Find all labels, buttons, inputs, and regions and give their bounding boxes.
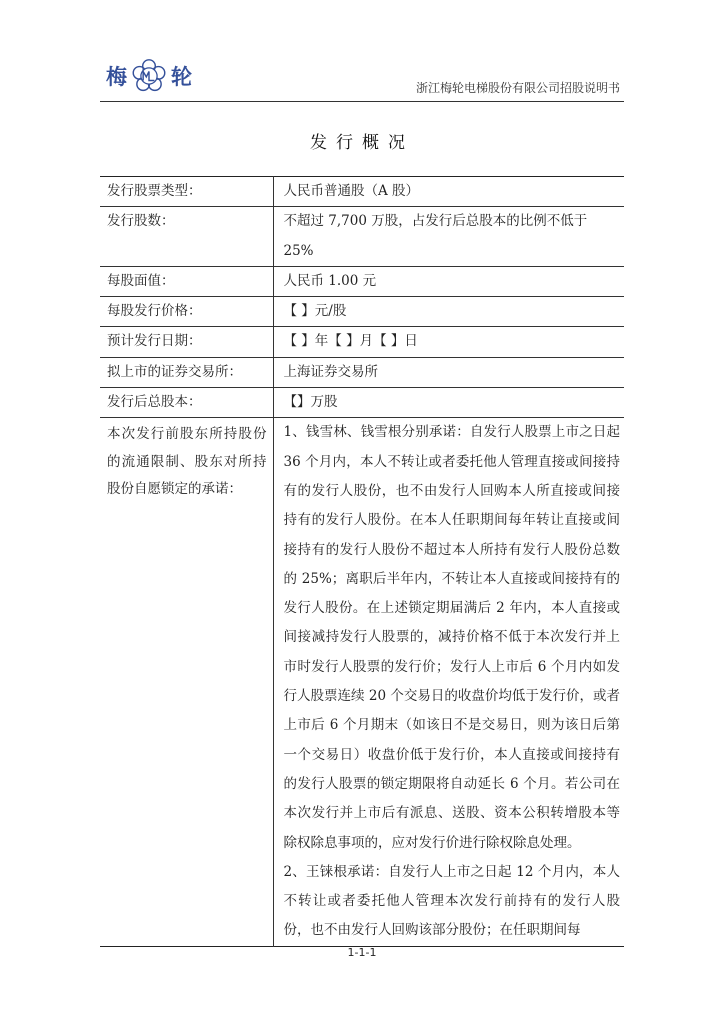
logo-text-left: 梅	[106, 64, 127, 89]
row-value: 不超过 7,700 万股，占发行后总股本的比例不低于 25%	[273, 207, 624, 267]
row-value: 【 】年【 】月【 】日	[273, 327, 624, 357]
page-header	[100, 56, 624, 102]
header-rule	[100, 101, 624, 102]
row-label: 发行股数：	[100, 207, 273, 267]
row-value: 【】万股	[273, 388, 624, 418]
company-logo	[106, 58, 192, 94]
logo-text-right: 轮	[171, 64, 192, 89]
table-row	[100, 266, 624, 296]
row-label: 每股面值：	[100, 266, 273, 296]
table-row	[100, 388, 624, 418]
lockup-label: 本次发行前股东所持股份的流通限制、股东对所持股份自愿锁定的承诺：	[100, 418, 273, 946]
row-label: 拟上市的证券交易所：	[100, 357, 273, 387]
table-row	[100, 297, 624, 327]
lockup-paragraph-2: 2、王铼根承诺：自发行人上市之日起 12 个月内，本人不转让或者委托他人管理本次发行前持有的发行人股份，也不由发行人回购该部分股份；在任职期间每	[283, 863, 620, 939]
lockup-value	[273, 418, 624, 946]
table-row-lockup	[100, 418, 624, 946]
row-value: 上海证券交易所	[273, 357, 624, 387]
row-label: 发行股票类型：	[100, 177, 273, 207]
flower-emblem-icon	[131, 58, 167, 94]
row-label: 预计发行日期：	[100, 327, 273, 357]
page-number: 1-1-1	[347, 946, 377, 959]
table-row	[100, 207, 624, 267]
table-row	[100, 177, 624, 207]
row-value: 【 】元/股	[273, 297, 624, 327]
company-document-title: 浙江梅轮电梯股份有限公司招股说明书	[415, 81, 620, 95]
row-value: 人民币 1.00 元	[273, 266, 624, 296]
table-row	[100, 357, 624, 387]
lockup-paragraph-1: 1、钱雪林、钱雪根分别承诺：自发行人股票上市之日起 36 个月内，本人不转让或者委托他人管理直接或间接持有的发行人股份，也不由发行人回购本人所直接或间接持有的发行人股份。在本人任职期间每年转让直接或间接持有的发行人股份不超过本人所持有发行人股份总数的 25%；离职后半年内，不转让本人直接或间接持有的发行人股份。在上述锁定期届满后 2 年内，本人直接或间接减持发行人股票的，减持价格不低于本次发行并上市时发行人股票的发行价；发行人上市后 6 个月内如发行人股票连续 20 个交易日的收盘价均低于发行价，或者上市后 6 个月期末（如该日不是交易日，则为该日后第一个交易日）收盘价低于发行价，本人直接或间接持有的发行人股票的锁定期限将自动延长 6 个月。若公司在本次发行并上市后有派息、送股、资本公积转增股本等除权除息事项的，应对发行价进行除权除息处理。	[283, 424, 620, 851]
row-label: 每股发行价格：	[100, 297, 273, 327]
table-row	[100, 327, 624, 357]
offering-overview-table	[100, 176, 624, 947]
row-value: 人民币普通股（A 股）	[273, 177, 624, 207]
page-title: 发行概况	[310, 133, 414, 153]
row-label: 发行后总股本：	[100, 388, 273, 418]
